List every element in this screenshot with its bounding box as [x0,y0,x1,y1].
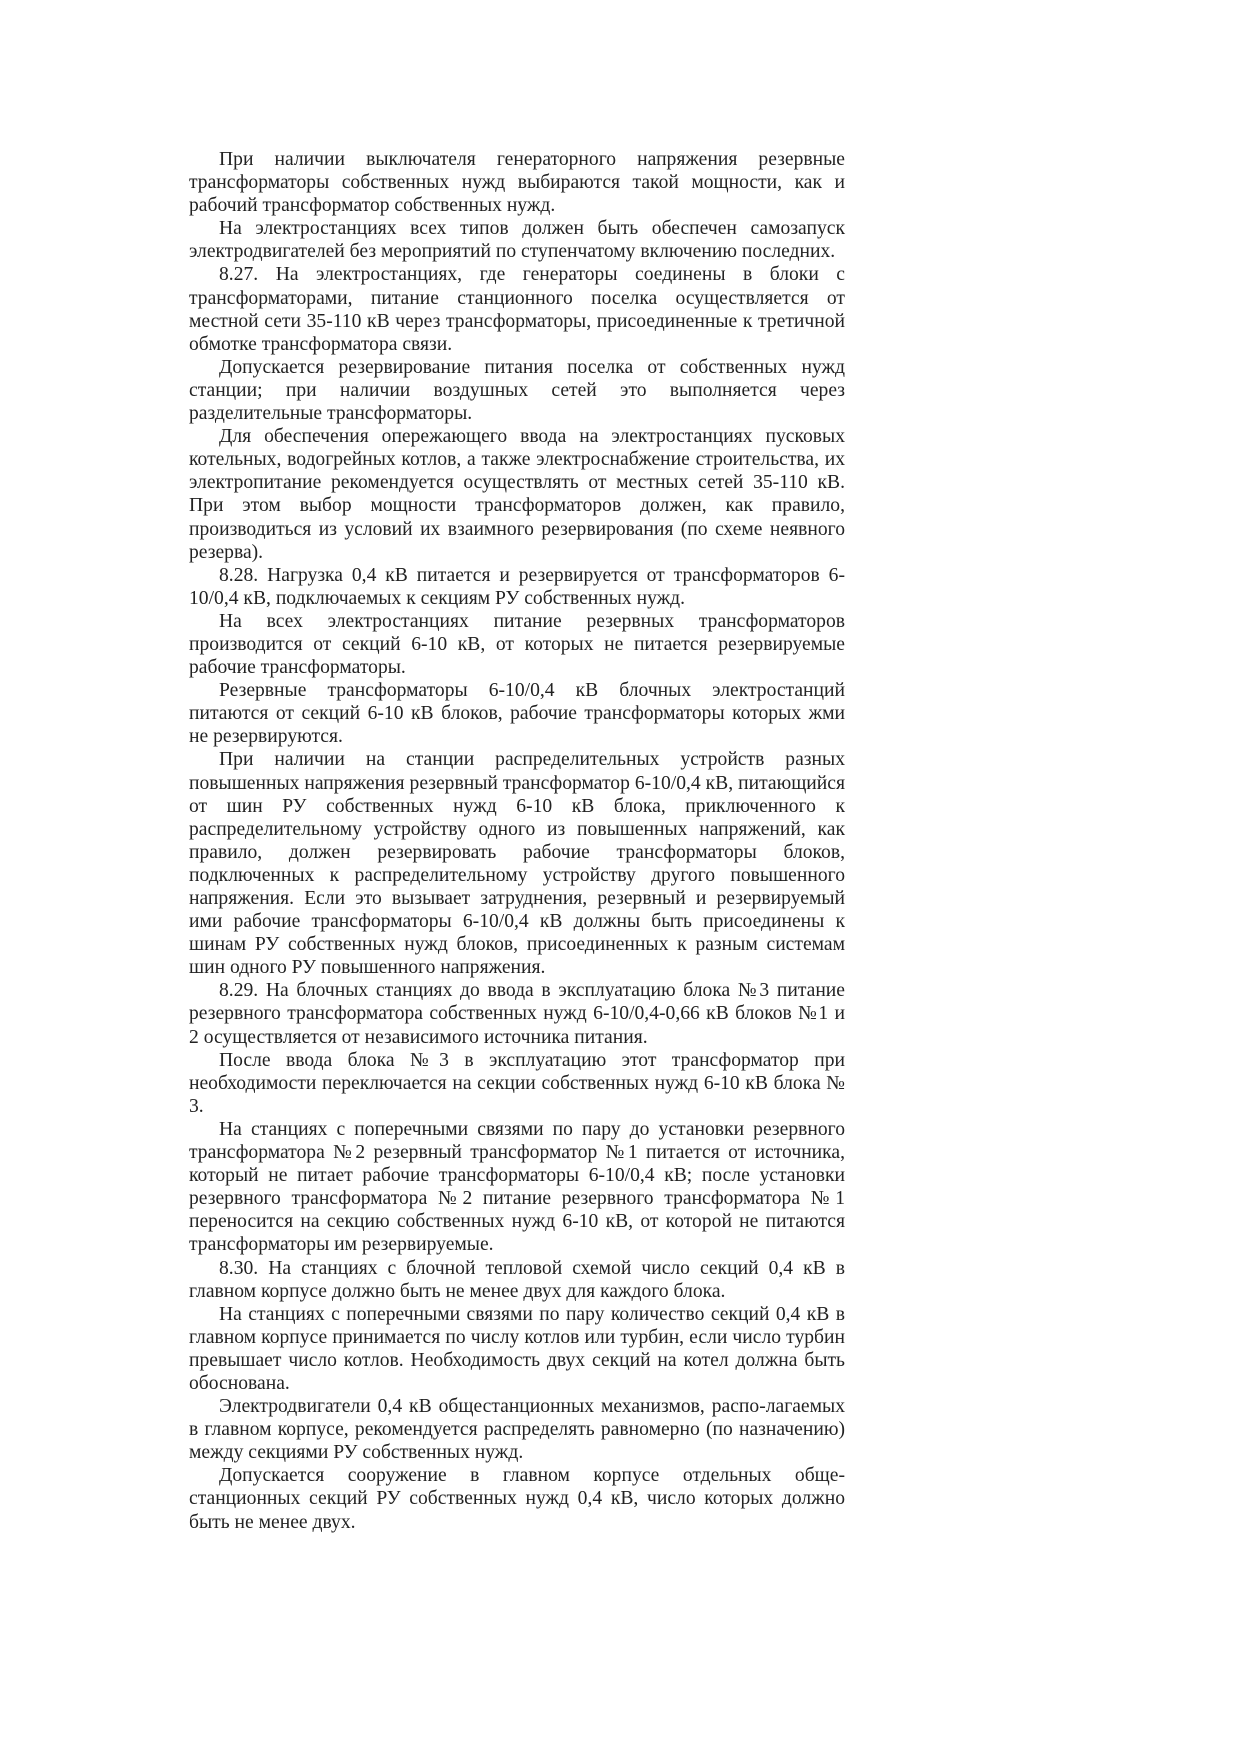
paragraph: Электродвигатели 0,4 кВ общестанционных механизмов, распо-лагаемых в главном корпусе, рекомендуется распределять равномерно (по назначению) между секциями РУ собственных нужд. [189,1396,845,1464]
paragraph: 8.30. На станциях с блочной тепловой схемой число секций 0,4 кВ в главном корпусе должно быть не менее двух для каждого блока. [189,1257,845,1302]
paragraph: Допускается резервирование питания поселка от собственных нужд станции; при наличии воздушных сетей это выполняется через разделительные трансформаторы. [189,356,845,425]
document-page [189,148,845,1534]
paragraph: Допускается сооружение в главном корпусе отдельных обще-станционных секций РУ собственных нужд 0,4 кВ, число которых должно быть не менее двух. [189,1465,845,1533]
paragraph: При наличии на станции распределительных устройств разных повышенных напряжения резервный трансформатор 6-10/0,4 кВ, питающийся от шин РУ собственных нужд 6-10 кВ блока, приключенного к распределительному устройству одного из повышенных напряжений, как правило, должен резервировать рабочие трансформаторы блоков, подключенных к распределительному устройству другого повышенного напряжения. Если это вызывает затруднения, резервный и резервируемый ими рабочие трансформаторы 6-10/0,4 кВ должны быть присоединены к шинам РУ собственных нужд блоков, присоединенных к разным системам шин одного РУ повышенного напряжения. [189,749,845,979]
paragraph: После ввода блока №3 в эксплуатацию этот трансформатор при необходимости переключается на секции собственных нужд 6-10 кВ блока № 3. [189,1049,845,1117]
paragraph: На станциях с поперечными связями по пару до установки резервного трансформатора №2 резервный трансформатор №1 питается от источника, который не питает рабочие трансформаторы 6-10/0,4 кВ; после установки резервного трансформатора №2 питание резервного трансформатора №1 переносится на секцию собственных нужд 6-10 кВ, от которой не питаются трансформаторы им резервируемые. [189,1118,845,1256]
paragraph: Для обеспечения опережающего ввода на электростанциях пусковых котельных, водогрейных котлов, а также электроснабжение строительства, их электропитание рекомендуется осуществлять от местных сетей 35-110 кВ. При этом выбор мощности трансформаторов должен, как правило, производиться из условий их взаимного резервирования (по схеме неявного резерва). [189,426,845,563]
paragraph: 8.28. Нагрузка 0,4 кВ питается и резервируется от трансформаторов 6-10/0,4 кВ, подключаемых к секциям РУ собственных нужд. [189,564,845,609]
paragraph: 8.27. На электростанциях, где генераторы соединены в блоки с трансформаторами, питание станционного поселка осуществляется от местной сети 35-110 кВ через трансформаторы, присоединенные к третичной обмотке трансформатора связи. [189,264,845,355]
paragraph: Резервные трансформаторы 6-10/0,4 кВ блочных электростанций питаются от секций 6-10 кВ блоков, рабочие трансформаторы которых жми не резервируются. [189,680,845,748]
paragraph: 8.29. На блочных станциях до ввода в эксплуатацию блока №3 питание резервного трансформатора собственных нужд 6-10/0,4-0,66 кВ блоков №1 и 2 осуществляется от независимого источника питания. [189,980,845,1048]
paragraph: При наличии выключателя генераторного напряжения резервные трансформаторы собственных нужд выбираются такой мощности, как и рабочий трансформатор собственных нужд. [189,149,845,217]
paragraph: На станциях с поперечными связями по пару количество секций 0,4 кВ в главном корпусе принимается по числу котлов или турбин, если число турбин превышает число котлов. Необходимость двух секций на котел должна быть обоснована. [189,1303,845,1394]
paragraph: На электростанциях всех типов должен быть обеспечен самозапуск электродвигателей без мероприятий по ступенчатому включению последних. [189,218,845,263]
paragraph: На всех электростанциях питание резервных трансформаторов производится от секций 6-10 кВ, от которых не питается резервируемые рабочие трансформаторы. [189,610,845,679]
